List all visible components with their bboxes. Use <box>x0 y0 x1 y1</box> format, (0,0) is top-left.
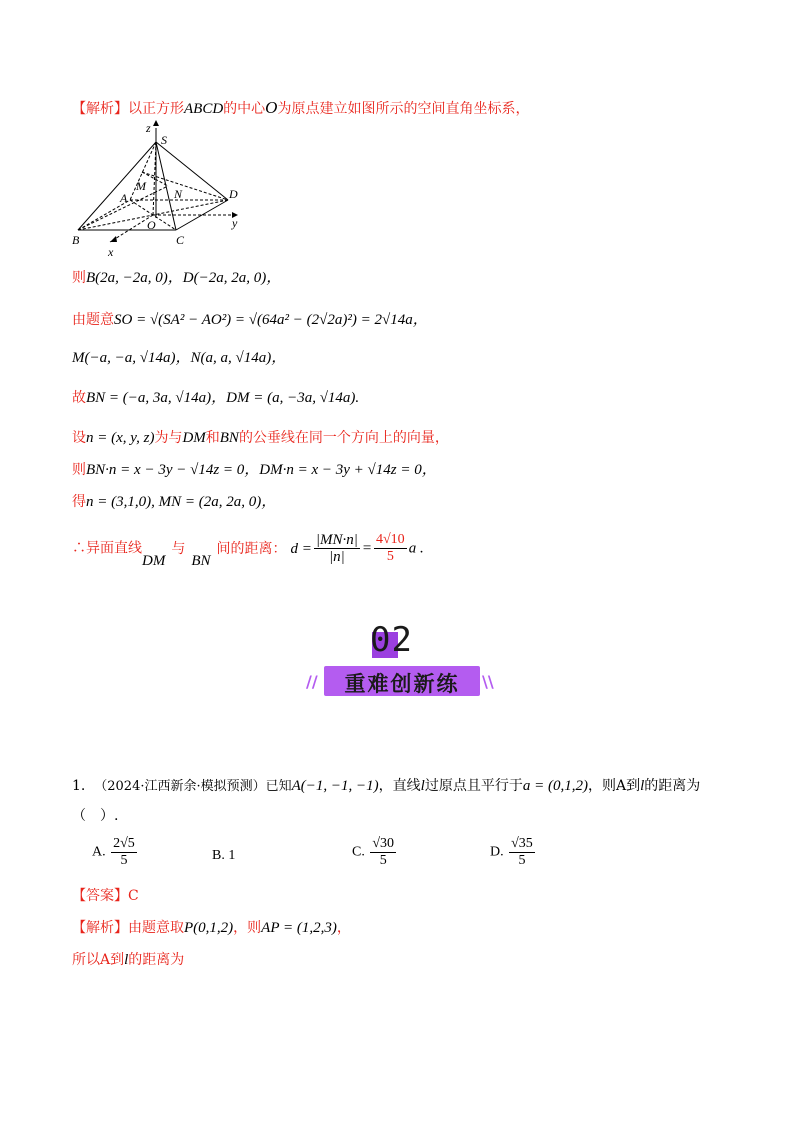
line-distance: ∴异面直线DM与BN间的距离： d = $\frac{|MN\cdot n|}{|n|}$ = $\frac{4√10}{5}$ a . <box>72 532 424 569</box>
label-x: x <box>108 245 114 259</box>
answer-value: C <box>128 888 139 904</box>
question-1-stem: 1. （2024·江西新余·模拟预测）已知A(−1, −1, −1)，直线l过原点且平行于a = (0,1,2)，则A到l的距离为 <box>72 778 701 794</box>
line-coordinates-bd: 则B(2a, −2a, 0)，D(−2a, 2a, 0)， <box>72 270 282 286</box>
distance-result-fraction: $\frac{4√10}{5}$ <box>376 532 405 564</box>
label-o: O <box>147 218 156 232</box>
label-s: S <box>161 133 167 147</box>
distance-fraction: $\frac{|MN\cdot n|}{|n|}$ <box>315 532 358 565</box>
option-b[interactable]: B. 1 <box>212 848 236 863</box>
line-set-normal: 设n = (x, y, z)为与DM和BN的公垂线在同一个方向上的向量， <box>72 430 449 446</box>
segment-dm <box>142 172 228 200</box>
label-n: N <box>174 187 183 201</box>
label-d: D <box>229 187 238 201</box>
label-b: B <box>72 233 80 247</box>
label-a: A <box>120 191 128 205</box>
line-result-n: 得n = (3,1,0), MN = (2a, 2a, 0)， <box>72 494 277 510</box>
analysis-line: 【解析】由题意取P(0,1,2)，则AP = (1,2,3)， <box>72 920 351 936</box>
pyramid-diagram <box>72 120 262 260</box>
analysis-tag: 【解析】 <box>72 101 128 117</box>
z-arrow-icon <box>153 120 159 126</box>
line-so-length: 由题意SO = √(SA² − AO²) = √(64a² − (2√2a)²) = 2√14a， <box>72 312 428 328</box>
section-header <box>300 620 500 700</box>
label-z: z <box>146 121 151 135</box>
line-dot-products: 则BN·n = x − 3y − √14z = 0，DM·n = x − 3y + √14z = 0， <box>72 462 437 478</box>
left-decoration: // <box>306 672 318 691</box>
option-d[interactable]: D. $\frac{√35}{5}$ <box>490 836 533 868</box>
answer-line <box>72 886 139 906</box>
solution-intro: 【解析】以正方形ABCD的中心O为原点建立如图所示的空间直角坐标系， <box>72 98 530 117</box>
option-c[interactable]: C. $\frac{√30}{5}$ <box>352 836 395 868</box>
option-a[interactable]: A. $\frac{2√5}{5}$ <box>92 836 135 868</box>
answer-tag: 【答案】 <box>72 888 128 904</box>
section-title: 重难创新练 <box>344 672 460 696</box>
label-y: y <box>232 216 238 230</box>
analysis-last-line: 所以A到l的距离为 <box>72 952 185 968</box>
section-number: 02 <box>370 620 413 660</box>
question-1-paren: （ ）. <box>72 808 119 824</box>
label-m: M <box>136 179 146 193</box>
line-vectors: 故BN = (−a, 3a, √14a)，DM = (a, −3a, √14a). <box>72 390 360 406</box>
line-coordinates-mn: M(−a, −a, √14a)，N(a, a, √14a)， <box>72 350 287 366</box>
x-arrow-icon <box>110 236 117 242</box>
label-c: C <box>176 233 185 247</box>
right-decoration: \\ <box>482 672 494 691</box>
